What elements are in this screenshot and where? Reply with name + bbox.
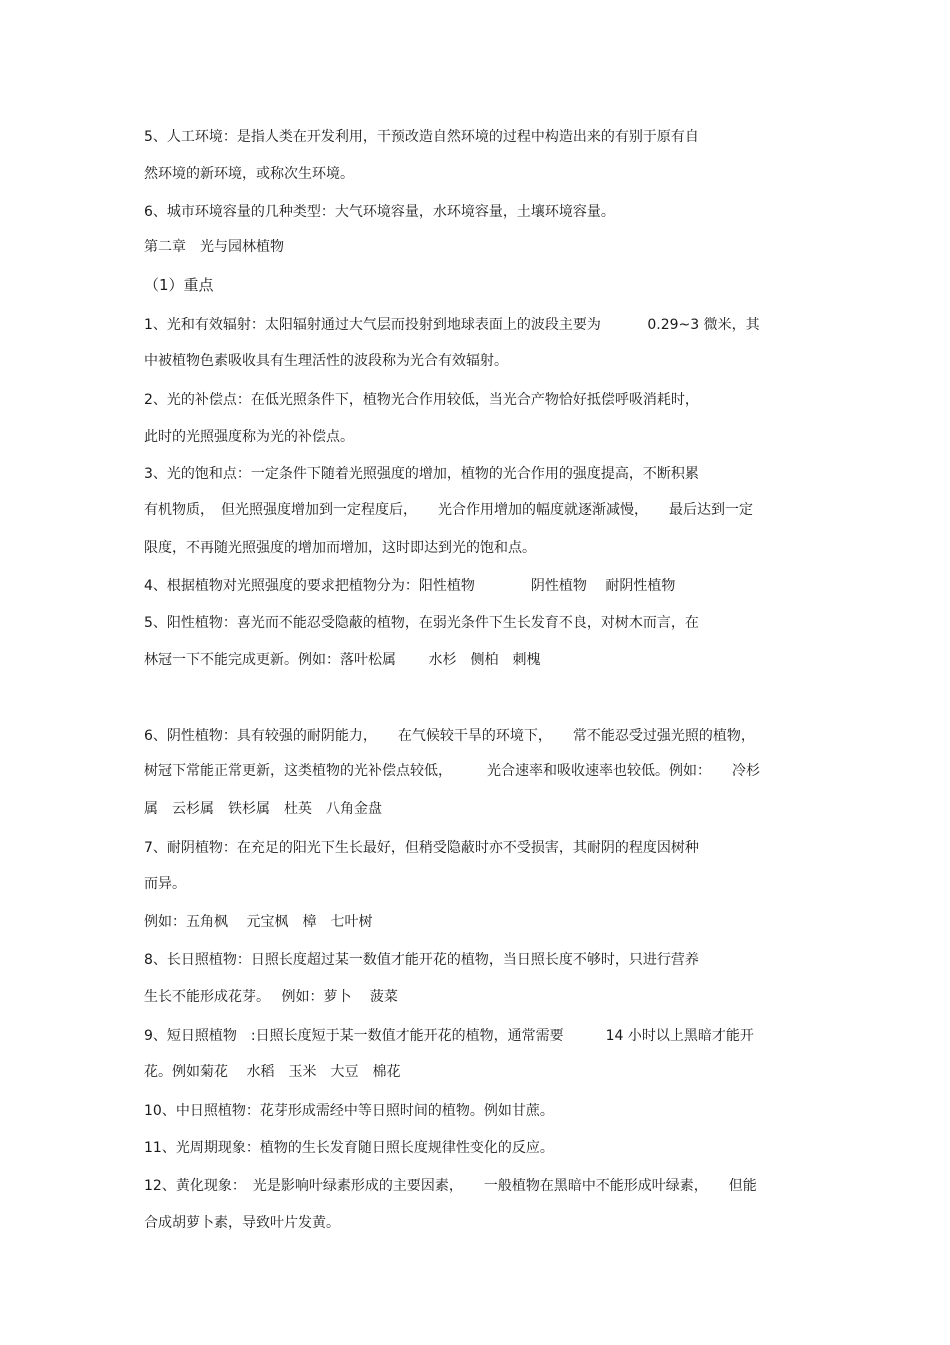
text-line: 有机物质， 但光照强度增加到一定程度后， 光合作用增加的幅度就逐渐减慢， 最后达到一定: [144, 502, 753, 518]
text-line: 花。例如菊花 水稻 玉米 大豆 棉花: [144, 1064, 401, 1080]
text-line: 例如：五角枫 元宝枫 樟 七叶树: [144, 914, 373, 930]
text-line: 10、中日照植物：花芽形成需经中等日照时间的植物。例如甘蔗。: [144, 1103, 554, 1119]
text-line: 而异。: [144, 876, 186, 892]
text-line: 6、城市环境容量的几种类型：大气环境容量，水环境容量，土壤环境容量。: [144, 204, 615, 220]
text-line: 2、光的补偿点：在低光照条件下，植物光合作用较低，当光合产物恰好抵偿呼吸消耗时，: [144, 392, 699, 408]
text-line: 林冠一下不能完成更新。例如：落叶松属 水杉 侧柏 刺槐: [144, 652, 541, 668]
text-line: 树冠下常能正常更新，这类植物的光补偿点较低， 光合速率和吸收速率也较低。例如： 冷杉: [144, 763, 760, 779]
section-heading: （1）重点: [144, 276, 214, 294]
text-line: 7、耐阴植物：在充足的阳光下生长最好，但稍受隐蔽时亦不受损害，其耐阴的程度因树种: [144, 840, 699, 856]
text-line: 此时的光照强度称为光的补偿点。: [144, 429, 354, 445]
text-line: 合成胡萝卜素，导致叶片发黄。: [144, 1215, 340, 1231]
text-line: 11、光周期现象：植物的生长发育随日照长度规律性变化的反应。: [144, 1140, 554, 1156]
chapter-heading: 第二章 光与园林植物: [144, 239, 284, 255]
text-line: 1、光和有效辐射：太阳辐射通过大气层而投射到地球表面上的波段主要为 0.29~3 微米，其: [144, 317, 760, 333]
text-line: 8、长日照植物：日照长度超过某一数值才能开花的植物，当日照长度不够时，只进行营养: [144, 952, 699, 968]
text-line: 3、光的饱和点：一定条件下随着光照强度的增加，植物的光合作用的强度提高，不断积累: [144, 466, 699, 482]
text-line: 限度，不再随光照强度的增加而增加，这时即达到光的饱和点。: [144, 540, 536, 556]
text-line: 5、阳性植物：喜光而不能忍受隐蔽的植物，在弱光条件下生长发育不良，对树木而言，在: [144, 615, 699, 631]
text-line: 6、阴性植物：具有较强的耐阴能力， 在气候较干旱的环境下， 常不能忍受过强光照的植物，: [144, 728, 755, 744]
text-line: 4、根据植物对光照强度的要求把植物分为：阳性植物 阴性植物 耐阴性植物: [144, 578, 676, 594]
text-line: 生长不能形成花芽。 例如：萝卜 菠菜: [144, 989, 398, 1005]
text-line: 中被植物色素吸收具有生理活性的波段称为光合有效辐射。: [144, 353, 508, 369]
text-line: 12、黄化现象： 光是影响叶绿素形成的主要因素， 一般植物在黑暗中不能形成叶绿素， 但能: [144, 1178, 757, 1194]
text-line: 5、人工环境：是指人类在开发利用，干预改造自然环境的过程中构造出来的有别于原有自: [144, 129, 699, 145]
text-line: 属 云杉属 铁杉属 杜英 八角金盘: [144, 801, 382, 817]
text-line: 然环境的新环境，或称次生环境。: [144, 166, 354, 182]
text-line: 9、短日照植物 :日照长度短于某一数值才能开花的植物，通常需要 14 小时以上黑暗才能开: [144, 1028, 754, 1044]
